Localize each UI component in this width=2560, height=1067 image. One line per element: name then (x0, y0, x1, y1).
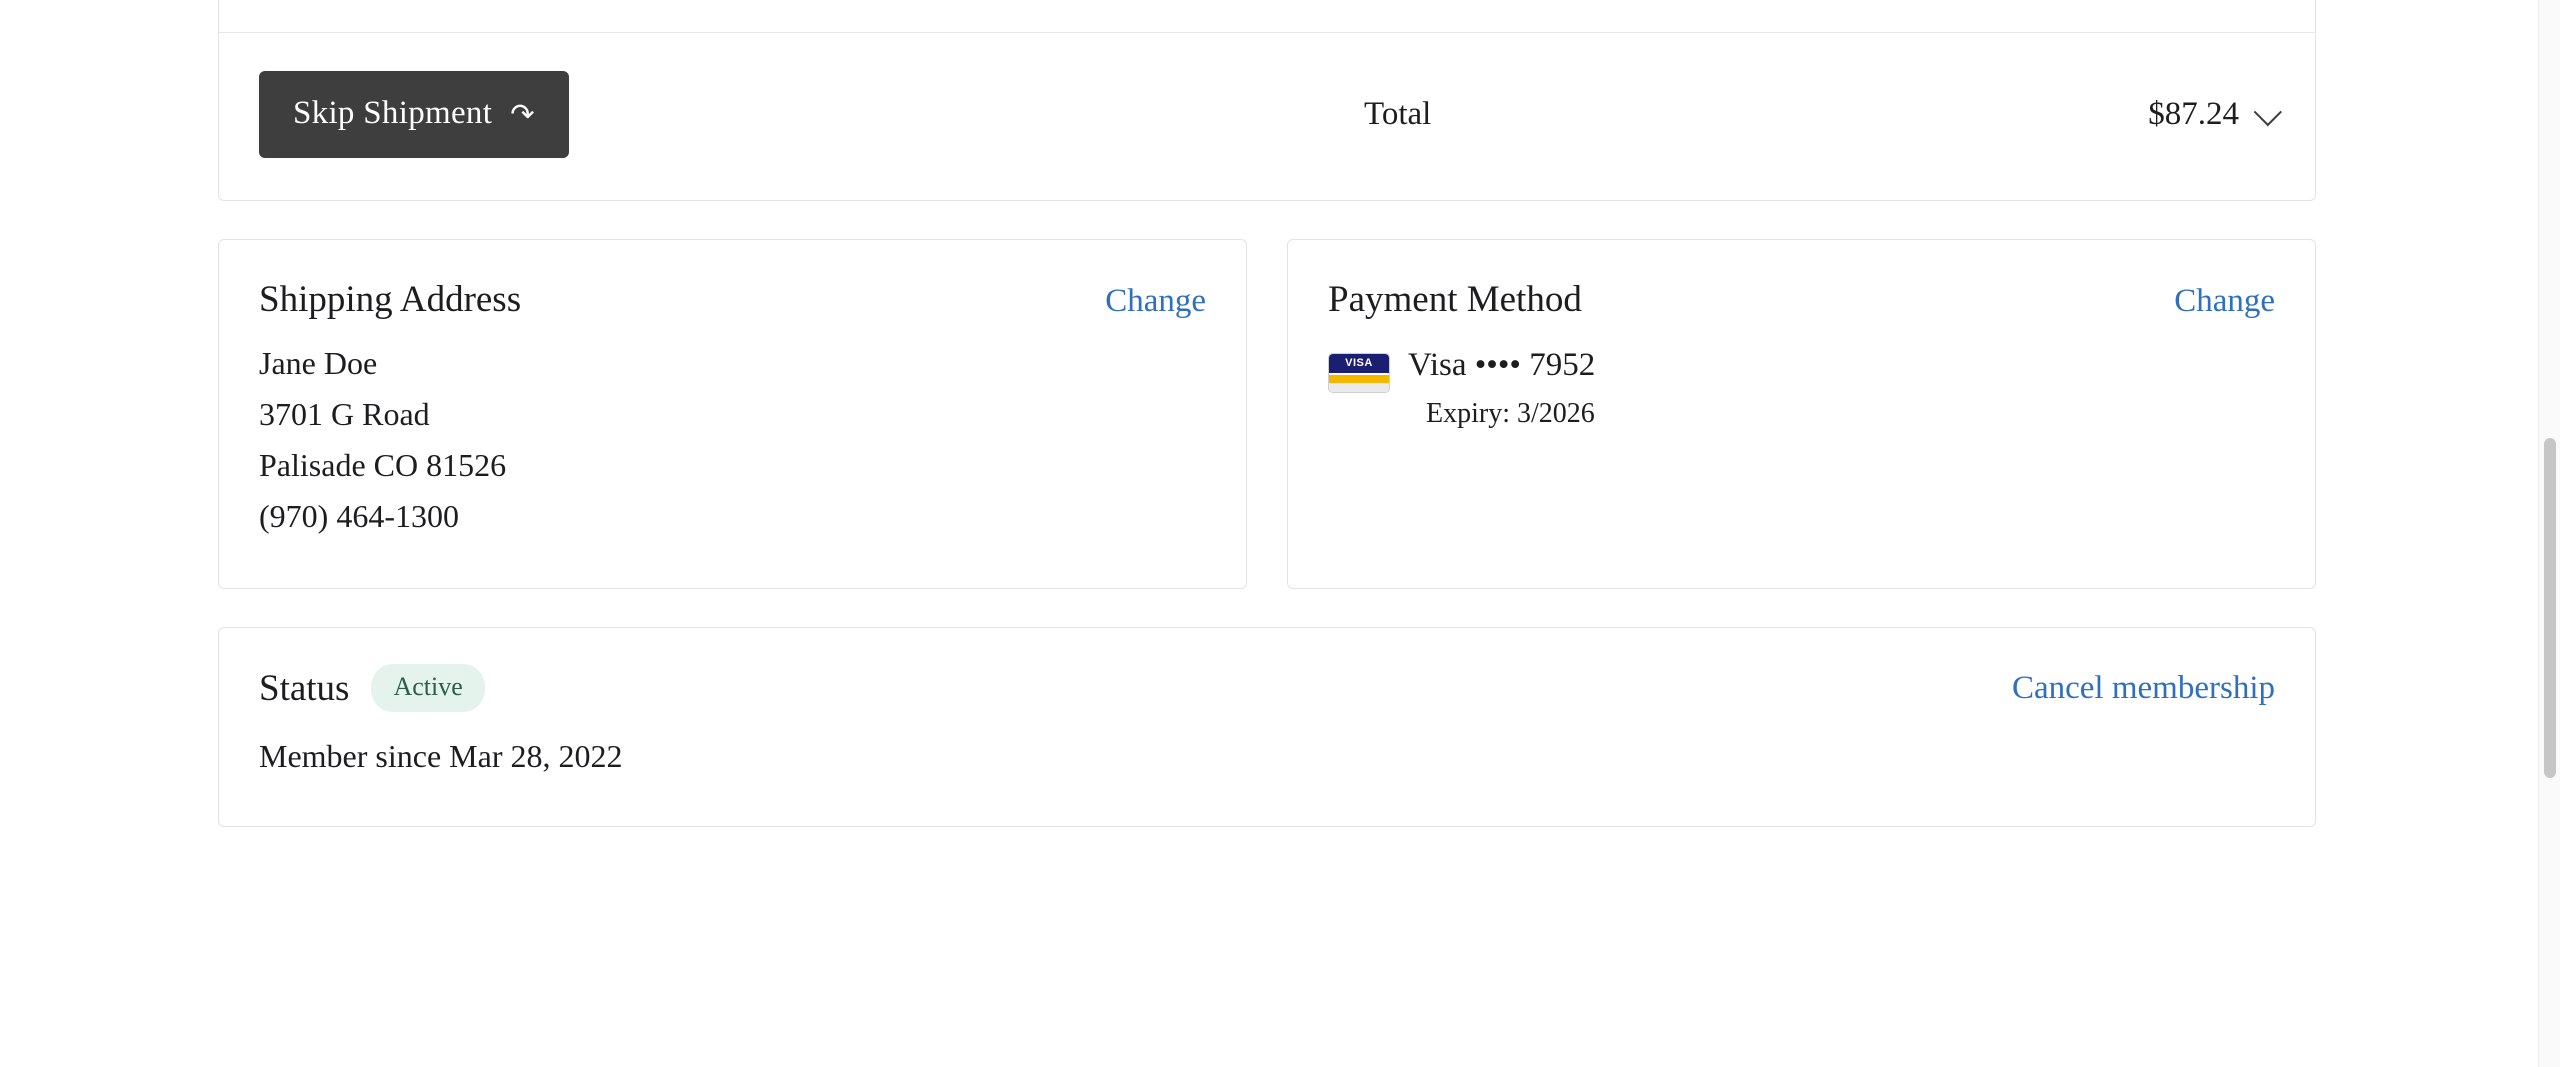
address-line: Palisade CO 81526 (259, 447, 507, 483)
status-card (218, 627, 2316, 827)
shipping-address-card (218, 239, 1247, 589)
shipment-footer (219, 33, 2315, 200)
payment-method-details (1328, 344, 2275, 434)
status-header (259, 664, 2275, 712)
status-badge: Active (371, 664, 484, 712)
skip-shipment-button[interactable] (259, 71, 569, 158)
visa-bottom (1329, 383, 1389, 392)
change-shipping-address-link[interactable]: Change (1105, 283, 1206, 319)
status-title: Status (259, 667, 350, 709)
visa-stripe (1329, 375, 1389, 383)
change-payment-method-link[interactable]: Change (2174, 283, 2275, 319)
shipment-card (218, 0, 2316, 201)
payment-method-header (1328, 276, 2275, 324)
address-line: (970) 464-1300 (259, 498, 459, 534)
payment-method-card (1287, 239, 2316, 589)
cancel-membership-link[interactable]: Cancel membership (2011, 670, 2275, 706)
address-line: Jane Doe (259, 345, 378, 381)
subscription-content (218, 0, 2316, 827)
payment-method-title: Payment Method (1328, 279, 1582, 320)
total-amount: $87.24 (2148, 96, 2239, 132)
chevron-down-icon (2254, 98, 2282, 126)
total-label: Total (1364, 96, 1432, 132)
curved-arrow-icon: ↷ (510, 99, 535, 131)
card-expiry: Expiry: 3/2026 (1426, 398, 1595, 429)
total-value-toggle[interactable] (2148, 96, 2275, 133)
address-line: 3701 G Road (259, 396, 430, 432)
card-label: Visa •••• 7952 (1408, 347, 1596, 383)
details-columns (218, 239, 2316, 589)
shipping-address-header (259, 276, 1206, 324)
shipping-address-title: Shipping Address (259, 279, 522, 320)
visa-brand-text: VISA (1329, 354, 1389, 373)
scrollbar-thumb[interactable] (2544, 438, 2556, 778)
page-scrollbar[interactable] (2538, 0, 2560, 1067)
visa-card-icon (1328, 353, 1390, 393)
payment-text-block (1408, 344, 1595, 434)
skip-shipment-label: Skip Shipment (293, 95, 493, 131)
member-since-text: Member since Mar 28, 2022 (259, 738, 623, 774)
shipping-address-block (259, 338, 1206, 542)
